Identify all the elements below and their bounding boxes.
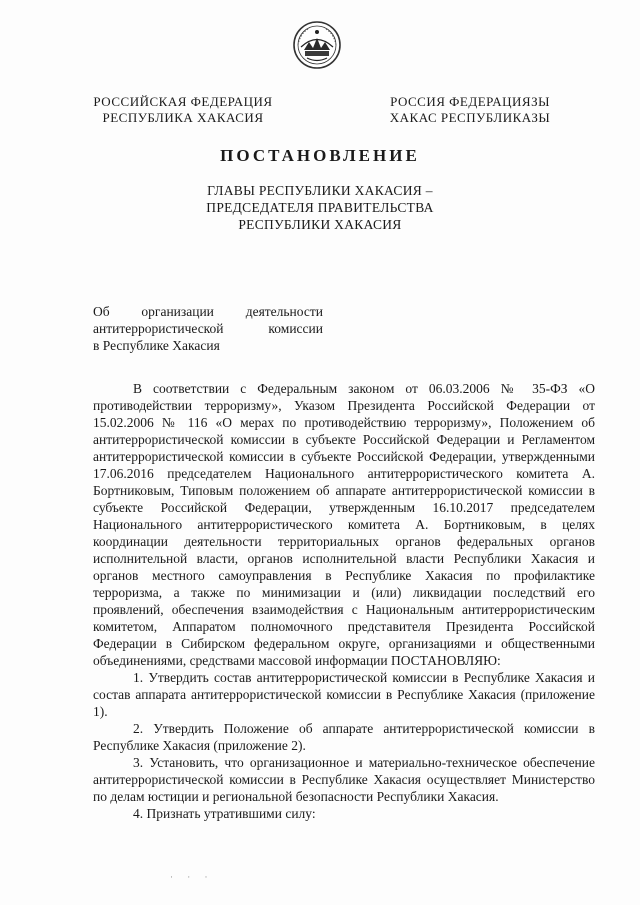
paragraph-preamble: В соответствии с Федеральным законом от 06.03.2006 № 35-ФЗ «О противодействии терроризму», Указом Президента Российской Федерации от 15.02.2006 № 116 «О мерах по противодействию терроризму», Положением об антитеррористической комиссии в субъекте Российской Федерации и Регламентом антитеррористической комиссии в субъекте Российской Федерации, утвержденными 17.06.2016 председателем Национального антитеррористического комитета А. Бортниковым, Типовым положением об аппарате антитеррористической комиссии в субъекте Российской Федерации, утвержденным 16.10.2017 председателем Национального антитеррористического комитета А. Бортниковым, в целях координации деятельности территориальных органов федеральных органов исполнительной власти, органов исполнительной власти Республики Хакасия и органов местного самоуправления в Республике Хакасия по профилактике терроризма, а также по минимизации и (или) ликвидации последствий его проявлений, обеспечения взаимодействия с Национальным антитеррористическим комитетом, Аппаратом полномочного представителя Президента Российской Федерации в Сибирском федеральном округе, организациями и общественными объединениями, средствами массовой информации ПОСТАНОВЛЯЮ: (93, 381, 595, 668)
issuer-block (0, 182, 640, 233)
paragraph-item-4: 4. Признать утратившими силу: (133, 806, 316, 821)
subject-block (93, 303, 323, 354)
document-body (93, 380, 595, 822)
header-right-line: РОССИЯ ФЕДЕРАЦИЯЗЫ (390, 94, 550, 109)
header-right-block (380, 94, 560, 126)
subject-line: Об организации деятельности (93, 304, 323, 319)
issuer-line: ПРЕДСЕДАТЕЛЯ ПРАВИТЕЛЬСТВА (206, 200, 434, 215)
issuer-line: ГЛАВЫ РЕСПУБЛИКИ ХАКАСИЯ – (207, 183, 433, 198)
document-title: ПОСТАНОВЛЕНИЕ (220, 146, 420, 165)
header-left-block (88, 94, 278, 126)
header-right-line: ХАКАС РЕСПУБЛИКАЗЫ (389, 110, 551, 125)
coat-of-arms-icon (292, 20, 342, 70)
subject-line: антитеррористической комиссии (93, 321, 323, 336)
paragraph-item-2: 2. Утвердить Положение об аппарате антитеррористической комиссии в Республике Хакасия (приложение 2). (93, 721, 595, 753)
paragraph-item-3: 3. Установить, что организационное и материально-техническое обеспечение антитеррористической комиссии в Республике Хакасия осуществляет Министерство по делам юстиции и региональной безопасности Республики Хакасия. (93, 755, 595, 804)
paragraph-item-1: 1. Утвердить состав антитеррористической комиссии в Республике Хакасия и состав аппарата антитеррористической комиссии в Республике Хакасия (приложение 1). (93, 670, 595, 719)
issuer-line: РЕСПУБЛИКИ ХАКАСИЯ (238, 217, 402, 232)
scan-noise: · · · (170, 872, 214, 882)
header-left-line: РОССИЙСКАЯ ФЕДЕРАЦИЯ (93, 94, 273, 109)
header-left-line: РЕСПУБЛИКА ХАКАСИЯ (102, 110, 264, 125)
subject-line: в Республике Хакасия (93, 338, 220, 353)
